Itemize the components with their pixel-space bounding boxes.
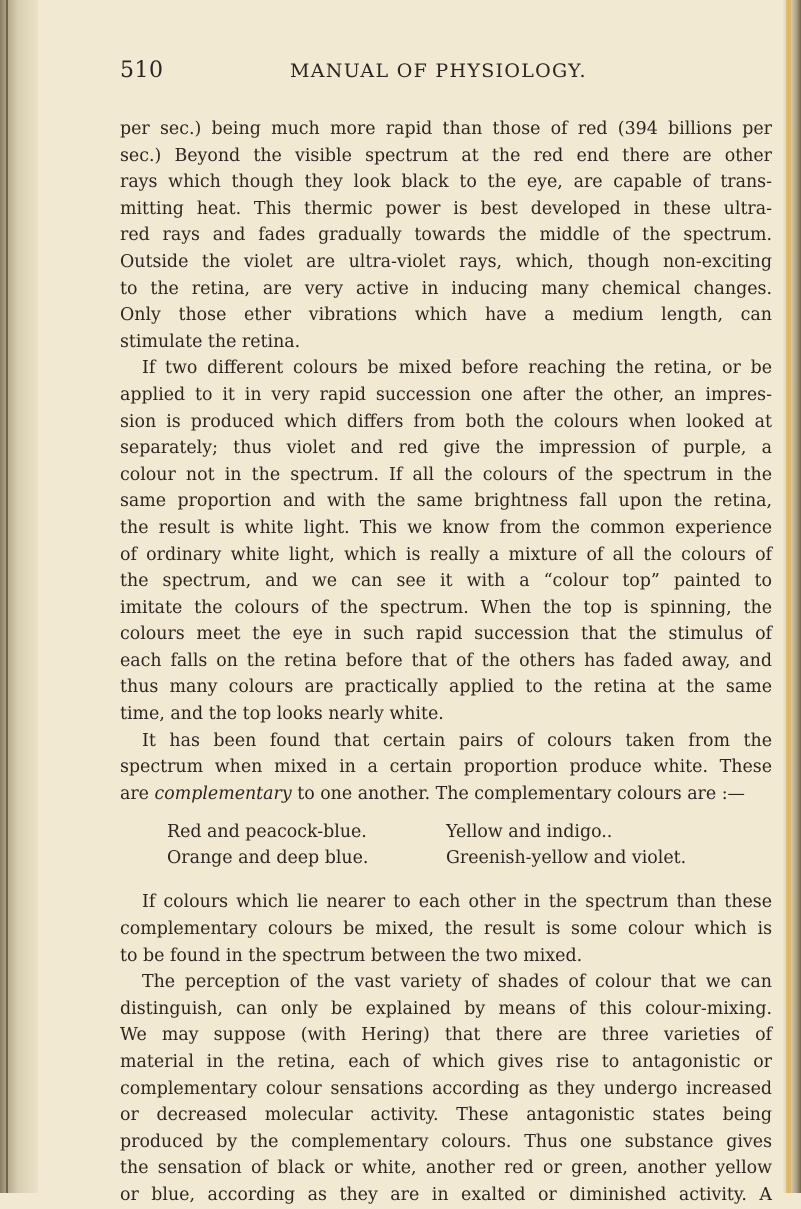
text-line: sec.) Beyond the visible spectrum at the red end there are other — [120, 145, 772, 166]
text-line: each falls on the retina before that of the others has faded away, and — [120, 650, 772, 671]
text-line: sion is produced which differs from both the colours when looked at — [120, 411, 772, 432]
paragraph — [120, 728, 772, 808]
text-line: the spectrum, and we can see it with a “colour top” painted to — [120, 571, 772, 592]
text-line: the result is white light. This we know from the common experience — [120, 517, 772, 538]
pair-right: Yellow and indigo.. — [446, 822, 613, 843]
text-line: to be found in the spectrum between the two mixed. — [120, 945, 583, 966]
list-item — [120, 845, 772, 871]
body-text — [120, 116, 772, 1209]
paragraph — [120, 116, 772, 355]
text-line: stimulate the retina. — [120, 331, 301, 352]
text-line: per sec.) being much more rapid than those of red (394 billions per — [120, 119, 772, 139]
paragraph-group — [120, 889, 772, 1208]
text-segment: are — [120, 783, 155, 804]
paragraph-group — [120, 116, 772, 807]
text-line: or blue, according as they are in exalted or diminished activity. A — [120, 1184, 772, 1205]
text-line: If two different colours be mixed before reaching the retina, or be — [142, 358, 772, 379]
book-binding-edge — [0, 0, 38, 1193]
text-line: the sensation of black or white, another red or green, another yellow — [120, 1158, 772, 1179]
text-line: rays which though they look black to the eye, are capable of trans- — [120, 172, 772, 193]
pair-right: Greenish-yellow and violet. — [446, 848, 687, 869]
paragraph — [120, 969, 772, 1208]
text-line: The perception of the vast variety of shades of colour that we can — [142, 972, 772, 993]
pair-left: Red and peacock-blue. — [167, 822, 367, 843]
text-line: We may suppose (with Hering) that there are three varieties of — [120, 1025, 772, 1046]
text-line: complementary colour sensations according as they undergo increased — [120, 1078, 772, 1099]
text-line: produced by the complementary colours. Thus one substance gives — [120, 1131, 772, 1152]
text-line: separately; thus violet and red give the impression of purple, a — [120, 438, 772, 459]
text-line: spectrum when mixed in a certain proportion produce white. These — [120, 757, 772, 778]
text-line: It has been found that certain pairs of colours taken from the — [142, 730, 772, 751]
page-header — [120, 58, 772, 88]
list-item — [120, 819, 772, 845]
page-number: 510 — [120, 58, 164, 83]
text-line: to the retina, are very active in inducing many chemical changes. — [120, 278, 772, 299]
text-line: imitate the colours of the spectrum. When the top is spinning, the — [120, 597, 772, 618]
text-line: material in the retina, each of which gives rise to antagonistic or — [120, 1052, 772, 1072]
complementary-colours-list — [120, 819, 772, 871]
text-line: complementary colours be mixed, the result is some colour which is — [120, 919, 772, 940]
book-page — [120, 58, 772, 1209]
text-line: Only those ether vibrations which have a medium length, can — [120, 305, 772, 326]
text-line: distinguish, can only be explained by means of this colour-mixing. — [120, 998, 772, 1019]
pair-left: Orange and deep blue. — [167, 848, 369, 869]
text-line: same proportion and with the same brightness fall upon the retina, — [120, 491, 772, 512]
paragraph — [120, 889, 772, 969]
text-line: of ordinary white light, which is really a mixture of all the colours of — [120, 544, 772, 565]
text-line: red rays and fades gradually towards the middle of the spectrum. — [120, 225, 772, 246]
text-line: applied to it in very rapid succession one after the other, an impres- — [120, 384, 772, 405]
text-line: colours meet the eye in such rapid succession that the stimulus of — [120, 624, 772, 645]
text-line: Outside the violet are ultra-violet rays, which, though non-exciting — [120, 251, 772, 272]
text-line: thus many colours are practically applied to the retina at the same — [120, 677, 772, 698]
text-segment: to one another. The complementary colours are :— — [291, 783, 745, 804]
running-head: MANUAL OF PHYSIOLOGY. — [290, 60, 587, 82]
text-line: colour not in the spectrum. If all the colours of the spectrum in the — [120, 464, 772, 485]
text-line — [120, 781, 772, 808]
text-line: time, and the top looks nearly white. — [120, 704, 444, 725]
paragraph — [120, 355, 772, 727]
emphasized-term: complementary — [154, 783, 292, 804]
page-edge — [783, 0, 801, 1193]
text-line: or decreased molecular activity. These antagonistic states being — [120, 1105, 772, 1126]
text-line: If colours which lie nearer to each other in the spectrum than these — [142, 892, 772, 913]
text-line: mitting heat. This thermic power is best developed in these ultra- — [120, 198, 772, 219]
